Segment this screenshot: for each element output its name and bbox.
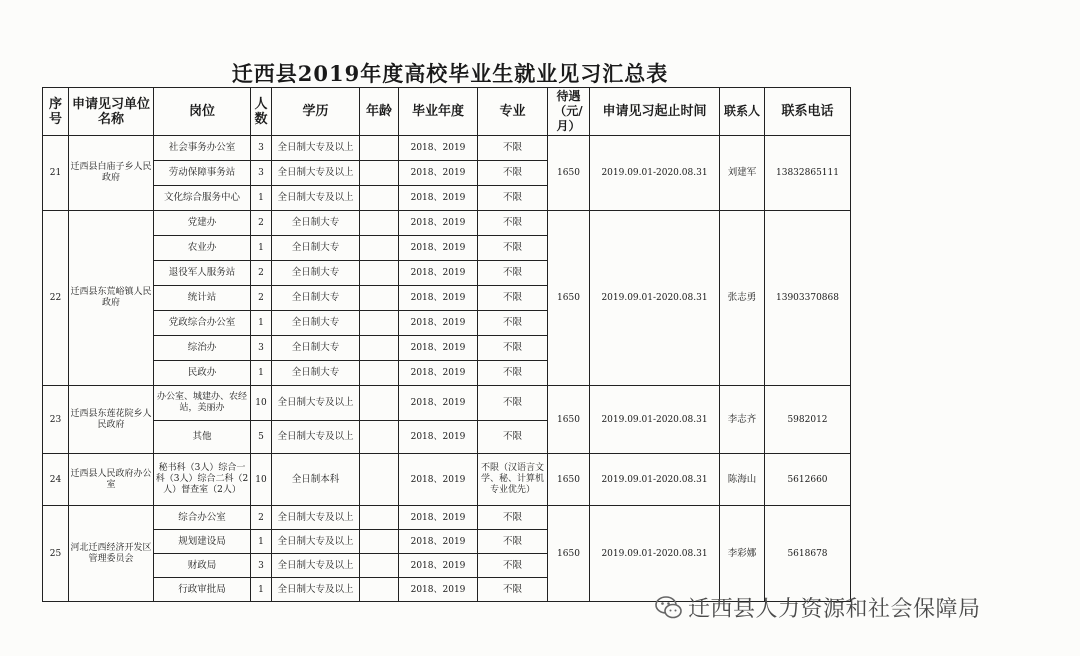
watermark-text: 迁西县人力资源和社会保障局 [688, 597, 981, 622]
cell-post: 党政综合办公室 [154, 311, 251, 336]
cell-count: 5 [251, 421, 272, 454]
cell-post: 综合办公室 [154, 506, 251, 530]
cell-edu: 全日制大专及以上 [272, 578, 360, 602]
table-row [43, 386, 851, 421]
table-row [43, 136, 851, 161]
cell-count: 1 [251, 578, 272, 602]
cell-edu: 全日制大专及以上 [272, 161, 360, 186]
cell-year: 2018、2019 [399, 236, 478, 261]
cell-year: 2018、2019 [399, 286, 478, 311]
cell-post: 办公室、城建办、农经站，美丽办 [154, 386, 251, 421]
cell-major: 不限 [478, 161, 548, 186]
header-unit: 申请见习单位名称 [69, 88, 154, 136]
cell-age [360, 161, 399, 186]
cell-major: 不限 [478, 211, 548, 236]
cell-age [360, 578, 399, 602]
cell-major: 不限 [478, 386, 548, 421]
table-row [43, 454, 851, 506]
cell-major: 不限 [478, 506, 548, 530]
cell-major: 不限 [478, 554, 548, 578]
cell-year: 2018、2019 [399, 578, 478, 602]
cell-major: 不限 [478, 336, 548, 361]
cell-post: 其他 [154, 421, 251, 454]
cell-post: 民政办 [154, 361, 251, 386]
cell-year: 2018、2019 [399, 454, 478, 506]
cell-major: 不限 [478, 530, 548, 554]
cell-age [360, 186, 399, 211]
cell-phone: 13903370868 [765, 211, 851, 386]
cell-phone: 13832865111 [765, 136, 851, 211]
cell-edu: 全日制大专及以上 [272, 421, 360, 454]
cell-post: 社会事务办公室 [154, 136, 251, 161]
cell-unit: 河北迁西经济开发区管理委员会 [69, 506, 154, 602]
cell-major: 不限 [478, 236, 548, 261]
cell-major: 不限 [478, 186, 548, 211]
cell-age [360, 136, 399, 161]
cell-unit: 迁西县人民政府办公室 [69, 454, 154, 506]
cell-age [360, 421, 399, 454]
cell-contact: 刘建军 [720, 136, 765, 211]
cell-count: 1 [251, 236, 272, 261]
cell-seq: 24 [43, 454, 69, 506]
cell-unit: 迁西县东莲花院乡人民政府 [69, 386, 154, 454]
cell-count: 1 [251, 361, 272, 386]
cell-unit: 迁西县白庙子乡人民政府 [69, 136, 154, 211]
header-count: 人数 [251, 88, 272, 136]
header-year: 毕业年度 [399, 88, 478, 136]
cell-major: 不限 [478, 361, 548, 386]
cell-major: 不限 [478, 311, 548, 336]
cell-period: 2019.09.01-2020.08.31 [590, 136, 720, 211]
table-body [43, 136, 851, 602]
cell-pay: 1650 [548, 454, 590, 506]
cell-age [360, 506, 399, 530]
cell-seq: 21 [43, 136, 69, 211]
cell-seq: 22 [43, 211, 69, 386]
internship-summary-table [42, 87, 851, 602]
cell-seq: 25 [43, 506, 69, 602]
cell-post: 财政局 [154, 554, 251, 578]
cell-count: 10 [251, 386, 272, 421]
cell-age [360, 554, 399, 578]
header-seq: 序号 [43, 88, 69, 136]
cell-count: 3 [251, 136, 272, 161]
cell-count: 2 [251, 211, 272, 236]
cell-year: 2018、2019 [399, 421, 478, 454]
cell-post: 农业办 [154, 236, 251, 261]
cell-period: 2019.09.01-2020.08.31 [590, 386, 720, 454]
cell-count: 2 [251, 261, 272, 286]
cell-major: 不限（汉语言文学、秘、计算机专业优先） [478, 454, 548, 506]
cell-major: 不限 [478, 136, 548, 161]
table-row [43, 506, 851, 530]
cell-count: 2 [251, 506, 272, 530]
header-phone: 联系电话 [765, 88, 851, 136]
cell-pay: 1650 [548, 211, 590, 386]
cell-seq: 23 [43, 386, 69, 454]
cell-period: 2019.09.01-2020.08.31 [590, 506, 720, 602]
cell-edu: 全日制大专 [272, 236, 360, 261]
cell-pay: 1650 [548, 386, 590, 454]
cell-year: 2018、2019 [399, 530, 478, 554]
cell-year: 2018、2019 [399, 161, 478, 186]
cell-count: 1 [251, 311, 272, 336]
cell-year: 2018、2019 [399, 336, 478, 361]
cell-unit: 迁西县东荒峪镇人民政府 [69, 211, 154, 386]
cell-post: 规划建设局 [154, 530, 251, 554]
cell-year: 2018、2019 [399, 136, 478, 161]
cell-post: 统计站 [154, 286, 251, 311]
cell-contact: 李志齐 [720, 386, 765, 454]
header-age: 年龄 [360, 88, 399, 136]
cell-age [360, 311, 399, 336]
cell-period: 2019.09.01-2020.08.31 [590, 454, 720, 506]
cell-edu: 全日制本科 [272, 454, 360, 506]
cell-edu: 全日制大专 [272, 261, 360, 286]
cell-edu: 全日制大专及以上 [272, 386, 360, 421]
table-row [43, 211, 851, 236]
cell-year: 2018、2019 [399, 386, 478, 421]
header-major: 专业 [478, 88, 548, 136]
cell-contact: 李彩娜 [720, 506, 765, 602]
cell-age [360, 361, 399, 386]
cell-major: 不限 [478, 421, 548, 454]
cell-major: 不限 [478, 261, 548, 286]
cell-age [360, 530, 399, 554]
header-pay: 待遇（元/月） [548, 88, 590, 136]
cell-edu: 全日制大专及以上 [272, 136, 360, 161]
cell-year: 2018、2019 [399, 554, 478, 578]
cell-post: 文化综合服务中心 [154, 186, 251, 211]
cell-post: 综治办 [154, 336, 251, 361]
table-wrapper [42, 87, 854, 605]
cell-contact: 张志勇 [720, 211, 765, 386]
header-period: 申请见习起止时间 [590, 88, 720, 136]
cell-edu: 全日制大专及以上 [272, 530, 360, 554]
cell-phone: 5612660 [765, 454, 851, 506]
cell-post: 行政审批局 [154, 578, 251, 602]
cell-edu: 全日制大专 [272, 211, 360, 236]
cell-count: 3 [251, 554, 272, 578]
cell-age [360, 286, 399, 311]
cell-count: 3 [251, 161, 272, 186]
header-edu: 学历 [272, 88, 360, 136]
cell-edu: 全日制大专及以上 [272, 186, 360, 211]
cell-year: 2018、2019 [399, 186, 478, 211]
cell-post: 退役军人服务站 [154, 261, 251, 286]
cell-post: 劳动保障事务站 [154, 161, 251, 186]
cell-pay: 1650 [548, 506, 590, 602]
page-title: 迁西县2019年度高校毕业生就业见习汇总表 [231, 61, 669, 86]
cell-edu: 全日制大专及以上 [272, 506, 360, 530]
cell-edu: 全日制大专及以上 [272, 554, 360, 578]
cell-year: 2018、2019 [399, 211, 478, 236]
cell-count: 1 [251, 530, 272, 554]
cell-period: 2019.09.01-2020.08.31 [590, 211, 720, 386]
wechat-icon [654, 593, 684, 623]
cell-age [360, 236, 399, 261]
cell-major: 不限 [478, 286, 548, 311]
cell-contact: 陈海山 [720, 454, 765, 506]
cell-age [360, 261, 399, 286]
cell-phone: 5618678 [765, 506, 851, 602]
cell-phone: 5982012 [765, 386, 851, 454]
header-contact: 联系人 [720, 88, 765, 136]
header-post: 岗位 [154, 88, 251, 136]
cell-count: 1 [251, 186, 272, 211]
watermark [654, 592, 981, 623]
cell-age [360, 336, 399, 361]
cell-year: 2018、2019 [399, 361, 478, 386]
cell-major: 不限 [478, 578, 548, 602]
cell-age [360, 454, 399, 506]
cell-count: 3 [251, 336, 272, 361]
cell-age [360, 211, 399, 236]
cell-count: 10 [251, 454, 272, 506]
cell-post: 党建办 [154, 211, 251, 236]
cell-edu: 全日制大专 [272, 311, 360, 336]
cell-post: 秘书科（3人）综合一科（3人）综合二科（2人）督查室（2人） [154, 454, 251, 506]
cell-year: 2018、2019 [399, 261, 478, 286]
cell-age [360, 386, 399, 421]
cell-year: 2018、2019 [399, 506, 478, 530]
cell-count: 2 [251, 286, 272, 311]
cell-year: 2018、2019 [399, 311, 478, 336]
table-header-row [43, 88, 851, 136]
cell-pay: 1650 [548, 136, 590, 211]
cell-edu: 全日制大专 [272, 336, 360, 361]
cell-edu: 全日制大专 [272, 361, 360, 386]
cell-edu: 全日制大专 [272, 286, 360, 311]
